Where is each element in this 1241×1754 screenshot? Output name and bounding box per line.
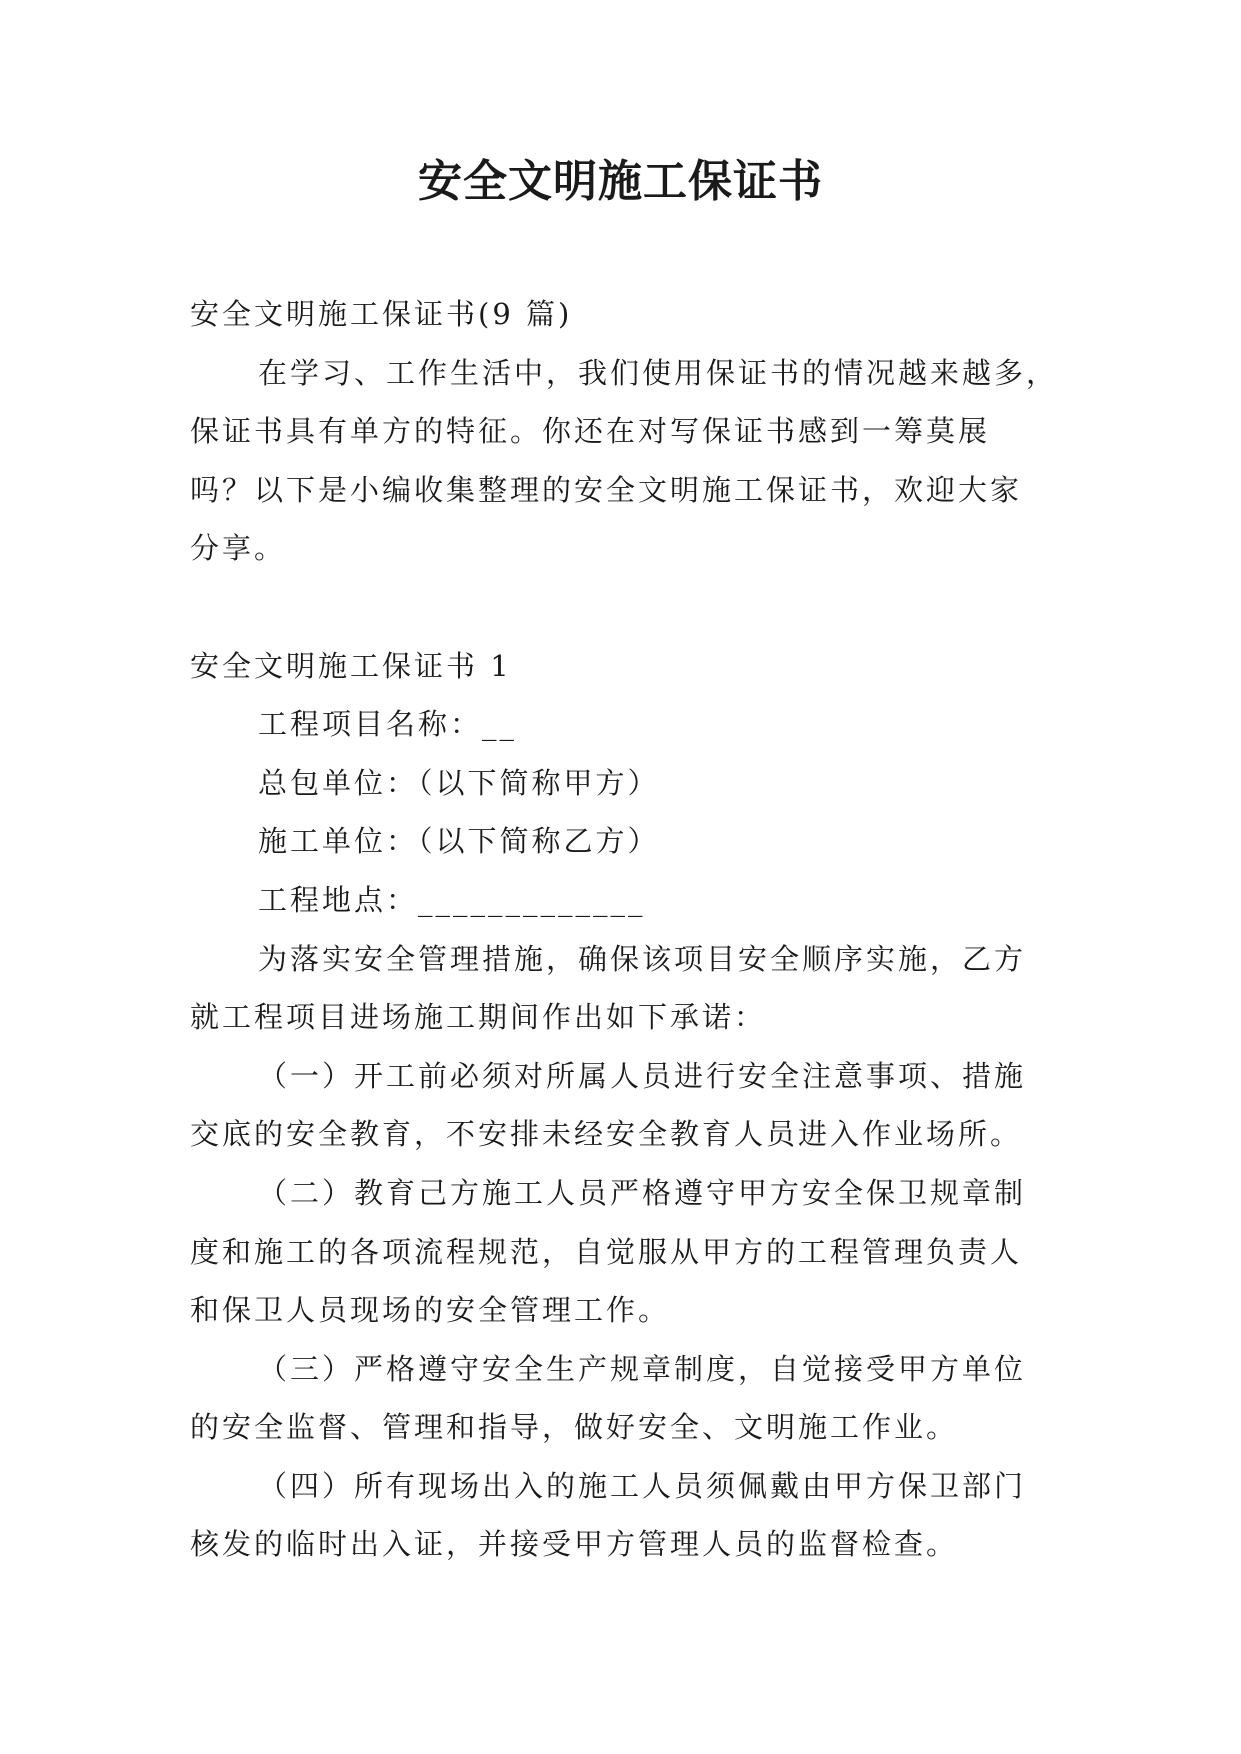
subtitle-line: 安全文明施工保证书(9 篇) [190, 297, 573, 331]
clause-3-line: 的安全监督、管理和指导，做好安全、文明施工作业。 [190, 1410, 959, 1445]
clause-1-line: 交底的安全教育，不安排未经安全教育人员进入作业场所。 [190, 1117, 1023, 1152]
document-body [190, 285, 1059, 1574]
commitment-intro-line: 为落实安全管理措施，确保该项目安全顺序实施，乙方 [258, 941, 1027, 976]
document-title: 安全文明施工保证书 [418, 156, 823, 207]
clause-2-line: 度和施工的各项流程规范，自觉服从甲方的工程管理负责人 [190, 1234, 1023, 1269]
field-construction-unit: 施工单位：（以下简称乙方） [258, 824, 660, 859]
intro-paragraph-line: 分享。 [190, 531, 287, 566]
clause-4-line: 核发的临时出入证，并接受甲方管理人员的监督检查。 [190, 1527, 959, 1562]
field-general-contractor: 总包单位：（以下简称甲方） [258, 765, 660, 800]
clause-4-line: （四）所有现场出入的施工人员须佩戴由甲方保卫部门 [258, 1468, 1027, 1503]
intro-paragraph-line: 吗？以下是小编收集整理的安全文明施工保证书，欢迎大家 [190, 472, 1023, 507]
clause-1-line: （一）开工前必须对所属人员进行安全注意事项、措施 [258, 1058, 1027, 1093]
commitment-intro-line: 就工程项目进场施工期间作出如下承诺： [190, 1000, 767, 1035]
blank-line [190, 578, 1052, 637]
clause-2-line: （二）教育己方施工人员严格遵守甲方安全保卫规章制 [258, 1175, 1027, 1210]
clause-2-line: 和保卫人员现场的安全管理工作。 [190, 1293, 671, 1328]
section-heading: 安全文明施工保证书 1 [190, 648, 512, 683]
intro-paragraph-line: 保证书具有单方的特征。你还在对写保证书感到一筹莫展 [190, 414, 991, 449]
intro-paragraph-line: 在学习、工作生活中，我们使用保证书的情况越来越多， [258, 355, 1059, 390]
clause-3-line: （三）严格遵守安全生产规章制度，自觉接受甲方单位 [258, 1351, 1027, 1386]
field-project-name: 工程项目名称：__ [258, 707, 518, 742]
field-project-location: 工程地点：_____________ [258, 882, 646, 917]
